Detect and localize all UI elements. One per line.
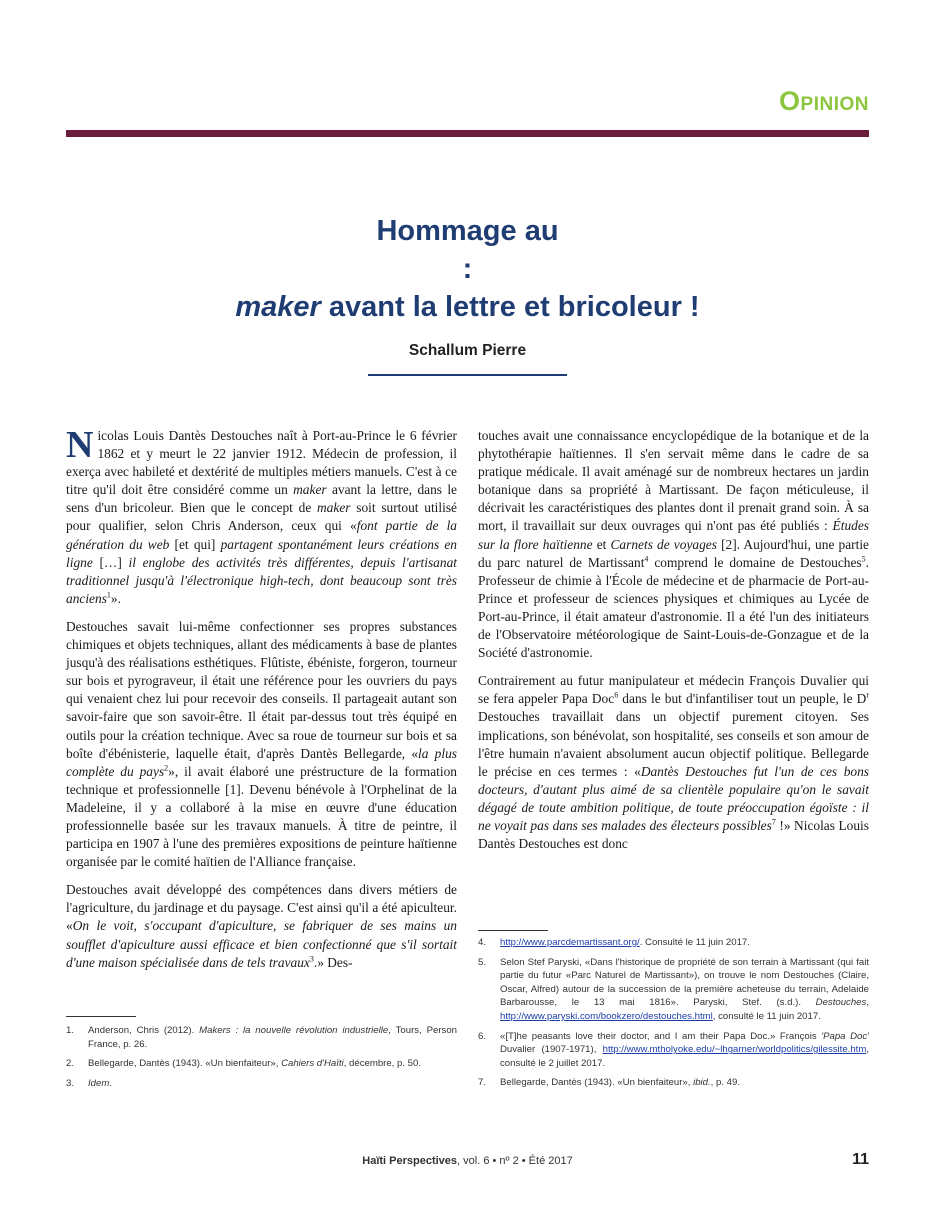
title-line-3 (66, 288, 869, 326)
footnote-ref[interactable]: 6 (614, 690, 619, 700)
text: Contrairement au futur manipulateur et médecin François Duvalier qui se fera appeler Papa Doc (478, 673, 869, 707)
footnotes-right (478, 936, 869, 1096)
footnote-rule-left (66, 1016, 136, 1017)
footnote-number: 1. (66, 1025, 75, 1036)
text: ». (110, 590, 121, 606)
text: Destouches travaillait dans un objectif purement citoyen. Ses implications, son bénévolat, son hospitalité, ses conseils et son amour de l'être humain n'avaient absolument aucun objectif politique. Bellegarde le précise en ces termes : « (478, 709, 869, 779)
text: Destouches avait développé des compétences dans divers métiers de l'agriculture, du jardinage et du paysage. C'est ainsi qu'il a été apiculteur. « (66, 882, 457, 934)
superscript: r (866, 690, 869, 700)
text: dans le but d'infantiliser tout un peuple, le D (618, 691, 867, 707)
footnote-7 (478, 1076, 869, 1090)
text: !» Nicolas Louis Dantès Destouches est donc (478, 817, 869, 852)
footnote-link[interactable]: http://www.mtholyoke.edu/~lhgarner/worldpolitics/gilessite.htm (602, 1044, 867, 1056)
text: . (109, 1077, 113, 1089)
left-column (66, 424, 458, 982)
text: Duvalier (1907-1971), (500, 1044, 603, 1056)
text: , (866, 997, 869, 1009)
text: Destouches savait lui-même confectionner ses propres substances chimiques et objets techniques, allant des médicaments à base de plantes jusqu'à des réalisations esthétiques. Flûtiste, ébéniste, forgeron, tourneur sur bois et pyrograveur, il était une référence pour les ouvriers du pays qui venaient chez lui pour recevoir des conseils. Il partageait autant son savoir-faire que son savoir-être. Il était par-dessus tout très équipé en outils pour la création technique. Avec sa roue de tourneur sur bois et sa boîte d'ébénisterie, laquelle était, d'après Dantès Bellegarde, « (66, 618, 457, 761)
text-italic: Études sur la flore haïtienne (478, 518, 869, 552)
footnote-ref[interactable]: 1 (106, 590, 111, 600)
text: », il avait élaboré une préstructure de la formation technique et professionnelle [1]. Devenu bénévole à l'Orphelinat de la Madeleine, il y a collaboré à la mise en œuvre d'une éducation professionnelle basée sur les travaux manuels. À titre de peintre, il participa en 1907 à l'une des premières expositions de peinture haïtienne organisée par le comité haïtien de l'Alliance française. (66, 763, 457, 870)
footnote-6 (478, 1030, 869, 1071)
title-italic-word: maker (235, 291, 321, 323)
paragraph-1 (66, 424, 458, 608)
text-italic: Idem (88, 1077, 110, 1089)
footnote-number: 2. (66, 1058, 75, 1070)
title-line-3-rest: avant la lettre et bricoleur ! (320, 291, 700, 323)
footnote-text (500, 1076, 869, 1090)
footnote-5 (478, 956, 869, 1024)
text-italic: 'Papa Doc' (821, 1030, 869, 1042)
page-footer (66, 1155, 869, 1167)
footnote-text (500, 1030, 869, 1071)
footnote-text (88, 1077, 457, 1091)
text: [et qui] (169, 536, 221, 552)
text-italic: maker (317, 500, 351, 516)
author-name: Schallum Pierre (408, 342, 527, 359)
footnote-text (500, 956, 869, 1024)
author-rule (368, 374, 567, 376)
paragraph-5 (478, 672, 869, 853)
right-column (478, 427, 869, 863)
footnote-text (500, 936, 869, 950)
footnote-ref[interactable]: 4 (644, 554, 649, 564)
footnote-rule-right (478, 930, 548, 931)
footnote-3 (66, 1077, 457, 1091)
text: Bellegarde, Dantès (1943). «Un bienfaiteur», (88, 1058, 282, 1070)
text: .» Des- (313, 954, 353, 970)
text: [2]. Aujourd'hui, une partie du parc naturel de Martissant (478, 536, 870, 570)
footnote-2 (66, 1057, 457, 1071)
text: icolas Louis Dantès Destouches naît à Port-au-Prince le 6 février 1862 et y meurt le 22 janvier 1912. Médecin de profession, il exerça avec habileté et dextérité de multiples métiers manuels. C'est à ce titre qu'il doit être considéré comme un (66, 428, 457, 498)
text-italic: Dantès Destouches fut l'un de ces bons docteurs, d'autant plus aimé de sa clientèle populaire qu'on le savait dégagé de toute ambition politique, de toute préoccupation égoïste : il ne voyait pas dans ses malades des électeurs possibles (478, 763, 869, 833)
text-italic: maker (293, 482, 327, 498)
journal-name: Haïti Perspectives (362, 1155, 458, 1167)
text-italic: partagent spontanément leurs créations en ligne (66, 536, 457, 570)
text-italic: il englobe des activités très différentes, depuis l'artisanat traditionnel jusqu'à l'électronique high-tech, dont beaucoup sont très anciens (66, 554, 457, 606)
footnote-text (88, 1057, 457, 1071)
text: Anderson, Chris (2012). (88, 1025, 200, 1036)
article-title (66, 212, 869, 326)
title-line-1: Hommage au (376, 215, 559, 247)
footnote-1 (66, 1024, 457, 1051)
footnote-4 (478, 936, 869, 950)
text-italic: Destouches (815, 997, 867, 1009)
text: , décembre, p. 50. (343, 1058, 422, 1070)
text: . Professeur de chimie à l'École de médecine et de pharmacie de Port-au-Prince et professeur de sciences physiques et chimiques au Lycée de Port-au-Prince, il était amateur d'astronomie. Il a été l'un des initiateurs de l'Observatoire météorologique de Saint-Louis-de-Gonzague et de la Société d'astronomie. (478, 554, 870, 661)
footnote-number: 5. (478, 956, 487, 968)
text: touches avait une connaissance encyclopédique de la botanique et de la phytothérapie haïtiennes. Il s'en servait même dans le cadre de sa pratique médicale. Il avait aménagé sur de nombreux hectares un jardin botanique dans sa propriété à Martissant. De façon méticuleuse, il décrivait les caractéristiques des plantes dont il prenait grand soin. À sa mort, il travaillait sur deux ouvrages qui n'ont pas été publiés : (478, 428, 869, 534)
text: et (592, 536, 611, 552)
footnote-text (88, 1024, 457, 1051)
paragraph-4 (478, 427, 869, 662)
text: , consulté le 11 juin 2017. (712, 1010, 821, 1022)
footnote-link[interactable]: http://www.parcdemartissant.org/ (500, 937, 640, 948)
text-italic: la plus complète du pays (66, 745, 457, 779)
text: . Consulté le 11 juin 2017. (639, 937, 750, 948)
text: , Tours, Person France, p. 26. (88, 1025, 457, 1050)
text: Bellegarde, Dantès (1943). «Un bienfaiteur», (500, 1077, 694, 1089)
footnote-number: 6. (478, 1030, 487, 1042)
text-italic: On le voit, s'occupant d'apiculture, se fabriquer de ses mains un soufflet d'apiculture aussi efficace et bien confectionné que s'il sortait d'une maison spécialisée dans de tels travaux (66, 918, 457, 970)
paragraph-2 (66, 618, 457, 871)
text: comprend le domaine de Destouches (648, 554, 862, 570)
section-label: Opinion (779, 86, 869, 116)
text: «[T]he peasants love their doctor, and I am their Papa Doc.» François (500, 1030, 822, 1042)
footnote-number: 4. (478, 937, 487, 948)
footnote-ref[interactable]: 3 (309, 954, 314, 964)
footnote-ref[interactable]: 7 (771, 817, 776, 827)
text: , consulté le 2 juillet 2017. (500, 1044, 869, 1069)
text-italic: Cahiers d'Haïti (281, 1058, 344, 1070)
footnotes-left (66, 1024, 457, 1096)
drop-cap: N (66, 424, 94, 466)
text: avant la lettre, dans le sens d'un bricoleur. Bien que le concept de (66, 482, 457, 516)
text-italic: ibid. (693, 1077, 711, 1089)
text: , p. 49. (710, 1077, 741, 1089)
page-number: 11 (852, 1151, 869, 1168)
issue-info: , vol. 6 • nº 2 • Été 2017 (457, 1155, 573, 1167)
text-italic: Makers : la nouvelle révolution industrielle (199, 1025, 389, 1036)
footnote-ref[interactable]: 2 (164, 763, 169, 773)
footnote-ref[interactable]: 5 (861, 554, 866, 564)
footnote-link[interactable]: http://www.paryski.com/bookzero/destouches.html (500, 1010, 713, 1022)
text-italic: Carnets de voyages (610, 536, 717, 552)
paragraph-3 (66, 881, 457, 971)
text: soit surtout utilisé pour qualifier, selon Chris Anderson, ceux qui « (66, 500, 457, 534)
title-line-2: : (462, 253, 473, 285)
footnote-number: 3. (66, 1077, 75, 1089)
text: […] (92, 554, 129, 570)
text-italic: font partie de la génération du web (66, 518, 458, 552)
footnote-number: 7. (478, 1077, 487, 1089)
header-rule (66, 130, 869, 137)
text: Selon Stef Paryski, «Dans l'historique de propriété de son terrain à Martissant (qui fait partie du futur «Parc Naturel de Martissant»), on trouve le nom Destouches (Claire, Oscar, Alfred) autour de la succession de la première acheteuse du terrain, Adelaide Barbarousse, le 13 mai 1816». Paryski, Stef. (s.d.). (500, 956, 869, 1009)
